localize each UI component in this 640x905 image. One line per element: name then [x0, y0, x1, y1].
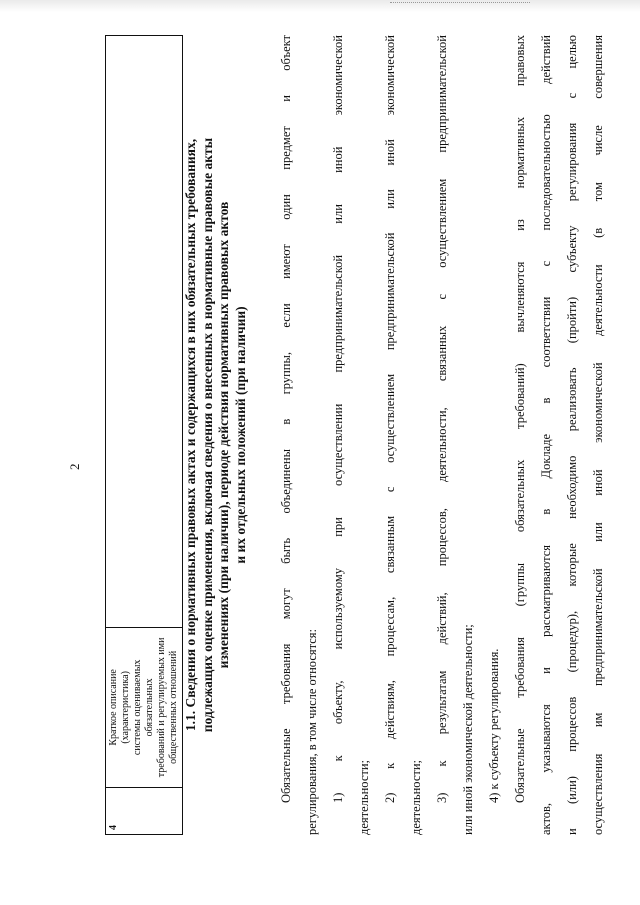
table-cell-description	[106, 627, 183, 787]
table-cell-line: Краткое описание (характеристика)	[108, 669, 131, 746]
list-item-line: 3) к результатам действий, процессов, деятельности, связанных с осуществлением предпринимательской	[435, 35, 449, 803]
paragraph-line: осуществления им предпринимательской или иной экономической деятельности (в том числе совершения	[591, 35, 605, 835]
paragraph-line: и (или) процессов (процедур), которые необходимо реализовать (пройти) субъекту регулирования с целью	[565, 35, 579, 835]
paragraph-line: регулирования, в том числе относятся:	[305, 628, 319, 835]
heading-line: и их отдельных положений (при наличии)	[232, 306, 248, 564]
rotated-page	[15, 20, 635, 880]
list-item-line: деятельности;	[357, 759, 371, 835]
heading-line: подлежащих оценке применения, включая сведения о внесенных в нормативные правовые акты	[199, 137, 215, 733]
scan-top-edge	[0, 0, 640, 12]
scan-marks	[390, 2, 530, 6]
list-item-line: 4) к субъекту регулирования.	[487, 648, 501, 803]
heading-line: изменениях (при наличии), периоде действия нормативных правовых актов	[216, 201, 231, 669]
table-row-number: 4	[106, 787, 183, 834]
list-item-line: 1) к объекту, используемому при осуществлении предпринимательской или иной экономической	[331, 35, 345, 803]
paragraph-line: актов, указываются и рассматриваются в Докладе в соответствии с последовательностью действий	[539, 35, 553, 835]
paragraph-line: Обязательные требования (группы обязательных требований) вычленяются из нормативных правовых	[513, 35, 527, 803]
table-cell-line: общественных отношений	[168, 650, 179, 764]
section-heading	[183, 35, 249, 835]
list-item-line: деятельности;	[409, 759, 423, 835]
paragraph-line: Обязательные требования могут быть объединены в группы, если имеют один предмет и объект	[279, 35, 293, 803]
body-text	[273, 35, 611, 835]
list-item-line: или иной экономической деятельности;	[461, 624, 475, 835]
heading-line: 1.1. Сведения о нормативных правовых актах и содержащихся в них обязательных требованиях,	[183, 138, 198, 732]
table-row	[106, 36, 183, 835]
list-item-line: 2) к действиям, процессам, связанным с осуществлением предпринимательской или иной экономической	[383, 35, 397, 803]
table-cell-line: системы оцениваемых обязательных	[132, 659, 155, 756]
table-cell-line: требований и регулируемых ими	[156, 637, 167, 778]
page-number: 2	[67, 463, 82, 470]
requirements-table	[105, 35, 183, 835]
table-cell-empty	[106, 36, 183, 628]
